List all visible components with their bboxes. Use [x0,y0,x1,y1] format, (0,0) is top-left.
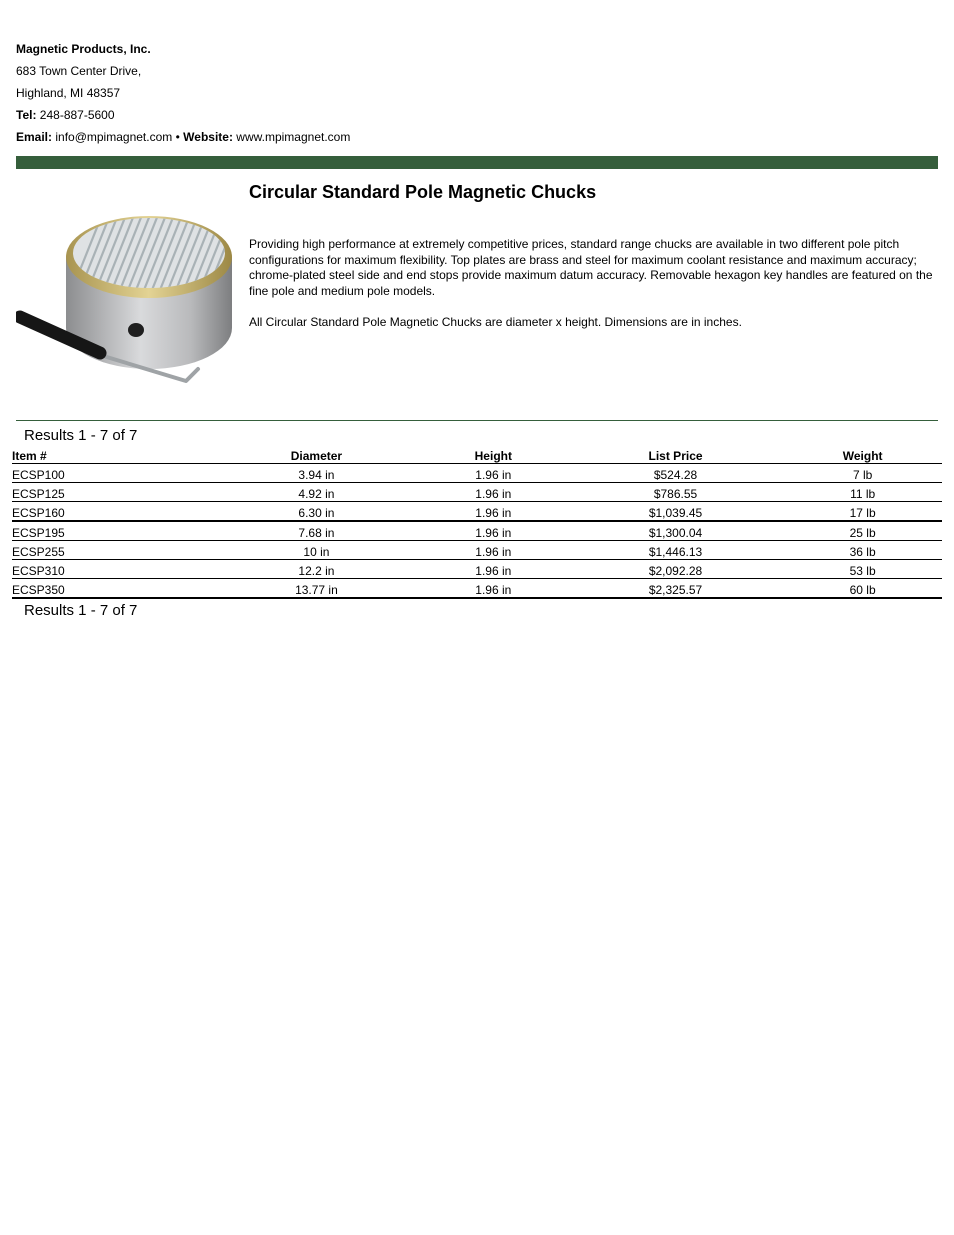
company-name: Magnetic Products, Inc. [16,42,151,56]
diameter-cell: 6.30 in [214,502,419,522]
height-cell: 1.96 in [419,541,568,560]
weight-cell: 36 lb [783,541,942,560]
table-row [12,560,942,579]
email-label: Email: [16,130,53,144]
weight-cell: 7 lb [783,464,942,483]
price-cell: $2,092.28 [568,560,784,579]
weight-cell: 53 lb [783,560,942,579]
product-image [16,205,236,395]
item-number-cell[interactable]: ECSP100 [12,464,214,483]
product-description [249,237,934,346]
item-number-cell[interactable]: ECSP310 [12,560,214,579]
height-cell: 1.96 in [419,579,568,599]
item-number-cell[interactable]: ECSP160 [12,502,214,522]
results-count-top: Results 1 - 7 of 7 [24,427,138,444]
height-cell: 1.96 in [419,502,568,522]
price-cell: $524.28 [568,464,784,483]
table-row [12,541,942,560]
diameter-cell: 4.92 in [214,483,419,502]
tel-value: 248-887-5600 [39,108,115,122]
column-header-item: Item # [12,447,214,464]
company-address-line2: Highland, MI 48357 [16,86,121,100]
table-row [12,521,942,541]
tel-label: Tel: [16,108,37,122]
price-cell: $2,325.57 [568,579,784,599]
section-divider [16,420,938,421]
results-count-bottom: Results 1 - 7 of 7 [24,602,138,619]
header-divider-bar [16,156,938,169]
product-table [12,447,942,599]
table-row [12,579,942,599]
price-cell: $1,446.13 [568,541,784,560]
table-header-row [12,447,942,464]
price-cell: $1,039.45 [568,502,784,522]
email-link[interactable]: info@mpimagnet.com [55,130,173,144]
item-number-cell[interactable]: ECSP350 [12,579,214,599]
diameter-cell: 10 in [214,541,419,560]
diameter-cell: 12.2 in [214,560,419,579]
table-row [12,502,942,522]
column-header-height: Height [419,447,568,464]
website-link[interactable]: www.mpimagnet.com [236,130,351,144]
website-label: Website: [183,130,233,144]
company-address-line1: 683 Town Center Drive, [16,64,142,78]
price-cell: $1,300.04 [568,521,784,541]
weight-cell: 25 lb [783,521,942,541]
height-cell: 1.96 in [419,464,568,483]
item-number-cell[interactable]: ECSP195 [12,521,214,541]
item-number-cell[interactable]: ECSP255 [12,541,214,560]
weight-cell: 11 lb [783,483,942,502]
product-title: Circular Standard Pole Magnetic Chucks [249,182,597,202]
contact-separator: • [175,130,180,144]
description-dimensions-note: All Circular Standard Pole Magnetic Chucks are diameter x height. Dimensions are in inches. [249,314,742,329]
height-cell: 1.96 in [419,560,568,579]
height-cell: 1.96 in [419,521,568,541]
table-row [12,483,942,502]
diameter-cell: 13.77 in [214,579,419,599]
column-header-diameter: Diameter [214,447,419,464]
column-header-list-price: List Price [568,447,784,464]
price-cell: $786.55 [568,483,784,502]
company-info [16,38,350,148]
diameter-cell: 7.68 in [214,521,419,541]
weight-cell: 60 lb [783,579,942,599]
column-header-weight: Weight [783,447,942,464]
description-paragraph: Providing high performance at extremely competitive prices, standard range chucks are available in two different pole pitch configurations for maximum flexibility. Top plates are brass and steel for maximum coolant resistance and maximum accuracy; chrome-plated steel side and end stops provide maximum datum accuracy. Removable hexagon key handles are featured on the fine pole and medium pole models. [249,237,933,299]
weight-cell: 17 lb [783,502,942,522]
table-row [12,464,942,483]
height-cell: 1.96 in [419,483,568,502]
item-number-cell[interactable]: ECSP125 [12,483,214,502]
diameter-cell: 3.94 in [214,464,419,483]
